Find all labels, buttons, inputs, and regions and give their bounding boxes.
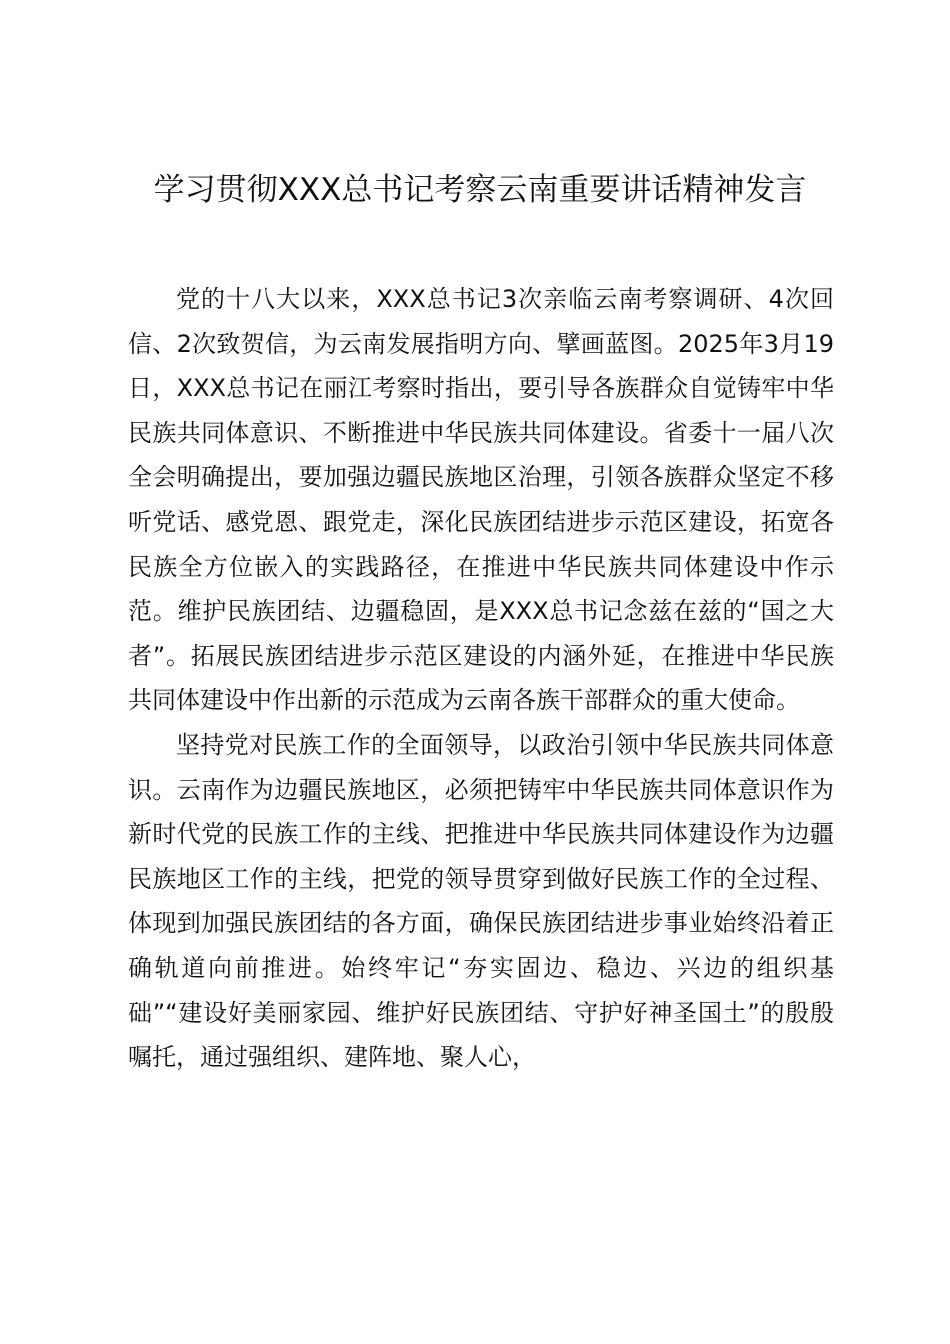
document-title: 学习贯彻XXX总书记考察云南重要讲话精神发言	[153, 172, 807, 208]
paragraph-2: 坚持党对民族工作的全面领导，以政治引领中华民族共同体意识。云南作为边疆民族地区，必须把铸牢中华民族共同体意识作为新时代党的民族工作的主线、把推进中华民族共同体建设作为边疆民族地区工作的主线，把党的领导贯穿到做好民族工作的全过程、体现到加强民族团结的各方面，确保民族团结进步事业始终沿着正确轨道向前推进。始终牢记“夯实固边、稳边、兴边的组织基础”“建设好美丽家园、维护好民族团结、守护好神圣国土”的殷殷嘱托，通过强组织、建阵地、聚人心，	[128, 730, 834, 1072]
document-body	[128, 277, 834, 1080]
paragraph-1: 党的十八大以来，XXX总书记3次亲临云南考察调研、4次回信、2次致贺信，为云南发展指明方向、擘画蓝图。2025年3月19日，XXX总书记在丽江考察时指出，要引导各族群众自觉铸牢中华民族共同体意识、不断推进中华民族共同体建设。省委十一届八次全会明确提出，要加强边疆民族地区治理，引领各族群众坚定不移听党话、感党恩、跟党走，深化民族团结进步示范区建设，拓宽各民族全方位嵌入的实践路径，在推进中华民族共同体建设中作示范。维护民族团结、边疆稳固，是XXX总书记念兹在兹的“国之大者”。拓展民族团结进步示范区建设的内涵外延，在推进中华民族共同体建设中作出新的示范成为云南各族干部群众的重大使命。	[128, 285, 834, 715]
